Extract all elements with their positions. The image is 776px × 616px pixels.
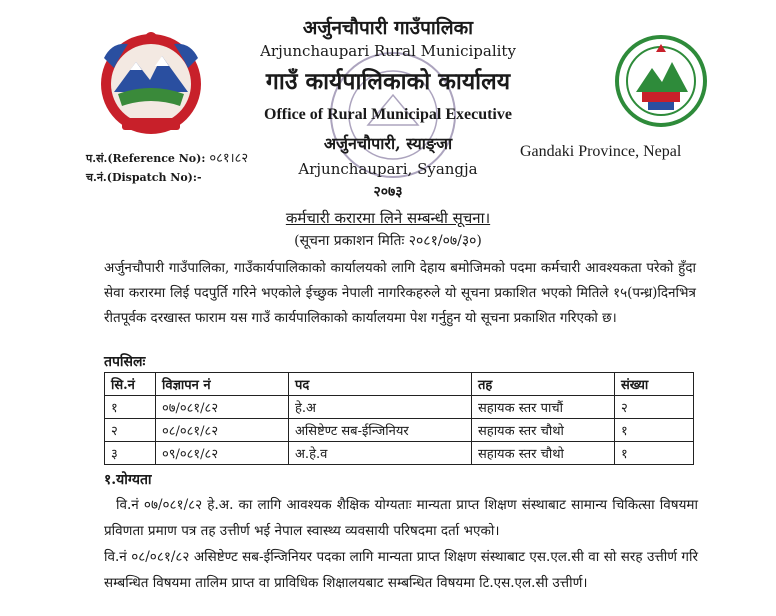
posts-table bbox=[104, 372, 694, 465]
cell-ad-no: ०९/०८१/८२ bbox=[156, 442, 289, 465]
col-level: तह bbox=[472, 373, 615, 396]
cell-post: हे.अ bbox=[289, 396, 472, 419]
cell-count: १ bbox=[615, 419, 694, 442]
col-count: संख्या bbox=[615, 373, 694, 396]
establishment-year: २०७३ bbox=[373, 184, 403, 200]
office-name-en: Office of Rural Municipal Executive bbox=[264, 106, 512, 123]
qualification-heading: १.योग्यता bbox=[104, 472, 152, 488]
address-np: अर्जुनचौपारी, स्याङ्जा bbox=[323, 134, 453, 153]
reference-number bbox=[86, 148, 248, 166]
qualification-item-1: वि.नं ०७/०८१/८२ हे.अ. का लागि आवश्यक शैक्षिक योग्यताः मान्यता प्राप्त शिक्षण संस्थाबाट सामान्य चिकित्सा विषयमा प्रविणता प्रमाण पत्र तह उत्तीर्ण भई नेपाल स्वास्थ्य व्यवसायी परिषदमा दर्ता भएको। bbox=[104, 497, 698, 539]
notice-title: कर्मचारी करारमा लिने सम्बन्धी सूचना। bbox=[285, 209, 491, 227]
details-heading: तपसिलः bbox=[104, 354, 146, 370]
dispatch-number: च.नं.(Dispatch No):- bbox=[86, 171, 202, 184]
municipality-name-en: Arjunchaupari Rural Municipality bbox=[260, 42, 516, 60]
cell-post: अ.हे.व bbox=[289, 442, 472, 465]
cell-sn: २ bbox=[105, 419, 156, 442]
office-name-np: गाउँ कार्यपालिकाको कार्यालय bbox=[265, 68, 511, 95]
reference-value: ०८१।८२ bbox=[209, 151, 249, 166]
table-row bbox=[105, 442, 694, 465]
cell-post: असिष्टेण्ट सब-ईन्जिनियर bbox=[289, 419, 472, 442]
notice-body: अर्जुनचौपारी गाउँपालिका, गाउँकार्यपालिकाको कार्यालयको लागि देहाय बमोजिमको पदमा कर्मचारी आवश्यकता परेको हुँदा सेवा करारमा लिई पदपुर्ति गरिने भएकोले ईच्छुक नेपाली नागरिकहरुले यो सूचना प्रकाशित भएको मितिले १५(पन्ध्र)दिनभित्र रीतपूर्वक दरखास्त फाराम यस गाउँ कार्यपालिकाको कार्यालयमा पेश गर्नुहुन यो सूचना प्रकाशित गरिएको छ। bbox=[104, 260, 696, 326]
cell-count: २ bbox=[615, 396, 694, 419]
reference-label: प.सं.(Reference No): bbox=[86, 152, 206, 165]
col-post: पद bbox=[289, 373, 472, 396]
cell-ad-no: ०८/०८१/८२ bbox=[156, 419, 289, 442]
col-sn: सि.नं bbox=[105, 373, 156, 396]
address-en: Arjunchaupari, Syangja bbox=[298, 160, 478, 178]
cell-count: १ bbox=[615, 442, 694, 465]
table-header-row bbox=[105, 373, 694, 396]
municipality-name-np: अर्जुनचौपारी गाउँपालिका bbox=[302, 17, 474, 39]
cell-level: सहायक स्तर चौथो bbox=[472, 442, 615, 465]
qualification-item-2: वि.नं ०८/०८१/८२ असिष्टेण्ट सब-ईन्जिनियर पदका लागि मान्यता प्राप्त शिक्षण संस्थाबाट एस.एल.सी वा सो सरह उत्तीर्ण गरि सम्बन्धित विषयमा तालिम प्राप्त वा प्राविधिक शिक्षालयबाट सम्बन्धित विषयमा टि.एस.एल.सी उत्तीर्ण। bbox=[104, 549, 698, 591]
cell-ad-no: ०७/०८१/८२ bbox=[156, 396, 289, 419]
cell-sn: १ bbox=[105, 396, 156, 419]
table-row bbox=[105, 396, 694, 419]
cell-level: सहायक स्तर चौथो bbox=[472, 419, 615, 442]
notice-date: (सूचना प्रकाशन मितिः २०८१/०७/३०) bbox=[294, 233, 482, 249]
table-row bbox=[105, 419, 694, 442]
province-text: Gandaki Province, Nepal bbox=[520, 143, 682, 160]
col-ad-no: विज्ञापन नं bbox=[156, 373, 289, 396]
cell-level: सहायक स्तर पाचौं bbox=[472, 396, 615, 419]
cell-sn: ३ bbox=[105, 442, 156, 465]
